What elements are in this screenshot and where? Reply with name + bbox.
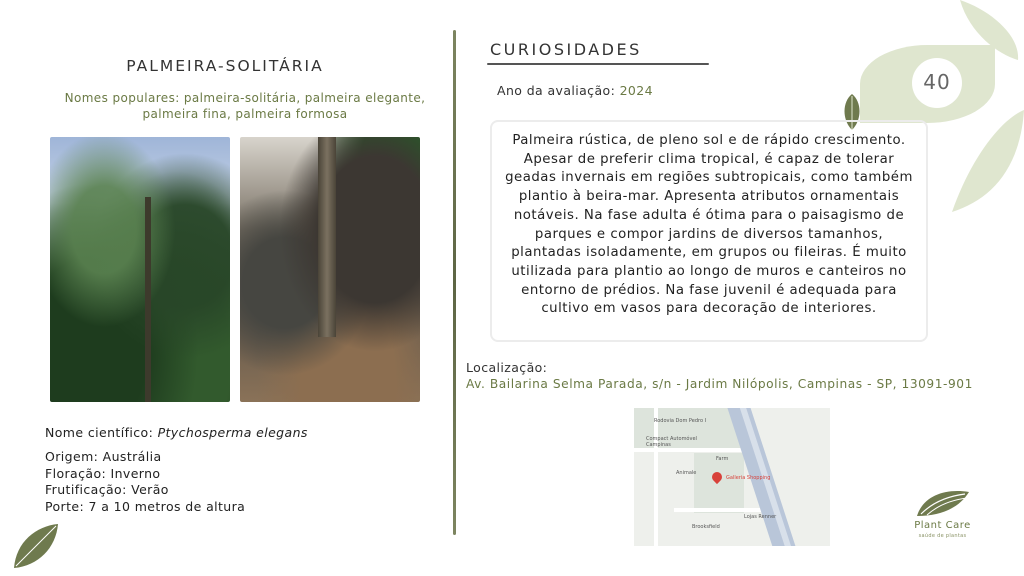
- scientific-name-label: Nome científico:: [45, 425, 154, 440]
- plant-photo-trunk: [240, 137, 420, 402]
- fruiting-label: Frutificação:: [45, 482, 127, 497]
- popular-names-label: Nomes populares:: [64, 91, 180, 105]
- logo-name: Plant Care: [914, 520, 971, 531]
- map-label: Rodovia Dom Pedro I: [654, 418, 707, 424]
- scientific-name: [45, 425, 308, 440]
- plant-title: PALMEIRA-SOLITÁRIA: [126, 57, 324, 75]
- curiosities-text: Palmeira rústica, de pleno sol e de rápido crescimento. Apesar de preferir clima tropical, é capaz de tolerar geadas invernais em regiões subtropicais, como também plantio à beira-mar. Apresenta atributos ornamentais notáveis. Na fase adulta é ótima para o paisagismo de parques e compor jardins de diversos tamanhos, plantadas isoladamente, em grupos ou fileiras. É muito utilizada para plantio ao longo de muros e canteiros no entorno de prédios. Na fase juvenil é adequada para cultivo em vasos para decoração de interiores.: [490, 120, 928, 342]
- map-road: [674, 508, 774, 512]
- fruiting-value: Verão: [131, 482, 169, 497]
- map-road: [654, 408, 658, 546]
- plant-facts: [45, 449, 245, 515]
- evaluation-year: [497, 83, 653, 98]
- popular-names-value: palmeira-solitária, palmeira elegante, palmeira fina, palmeira formosa: [142, 91, 426, 121]
- size-label: Porte:: [45, 498, 85, 514]
- plant-photo-canopy: [50, 137, 230, 402]
- evaluation-year-label: Ano da avaliação:: [497, 83, 616, 98]
- map-label: Lojas Renner: [744, 514, 777, 520]
- map-label: Brooksfield: [692, 524, 720, 530]
- column-divider: [453, 30, 456, 535]
- origin-label: Origem:: [45, 449, 99, 464]
- map-label: Animale: [676, 470, 697, 476]
- evaluation-year-value: 2024: [619, 83, 653, 98]
- logo-tagline: saúde de plantas: [918, 533, 967, 539]
- curiosities-title: CURIOSIDADES: [490, 40, 642, 59]
- map-label: Farm: [716, 456, 729, 462]
- map-road: [634, 448, 754, 452]
- origin-value: Austrália: [102, 449, 162, 464]
- page-number: 40: [923, 70, 951, 94]
- flowering-value: Inverno: [110, 465, 161, 481]
- location-map[interactable]: [634, 408, 830, 546]
- origin-row: [45, 449, 245, 466]
- map-label: Galleria Shopping: [726, 475, 771, 481]
- popular-names: [40, 90, 450, 122]
- scientific-name-value: Ptychosperma elegans: [157, 425, 308, 440]
- fruiting-row: [45, 482, 245, 499]
- location-address: Av. Bailarina Selma Parada, s/n - Jardim Nilópolis, Campinas - SP, 13091-901: [466, 377, 973, 391]
- plant-care-logo-icon: [915, 488, 971, 518]
- flowering-row: [45, 466, 245, 483]
- leaf-icon-bottom-left: [10, 522, 62, 570]
- size-row: [45, 499, 245, 516]
- location-label: Localização:: [466, 360, 548, 375]
- map-block: [694, 453, 744, 513]
- map-label: Compact Automóvel Campinas: [646, 436, 697, 448]
- size-value: 7 a 10 metros de altura: [88, 498, 246, 514]
- curiosities-underline: [487, 63, 709, 65]
- flowering-label: Floração:: [45, 465, 107, 481]
